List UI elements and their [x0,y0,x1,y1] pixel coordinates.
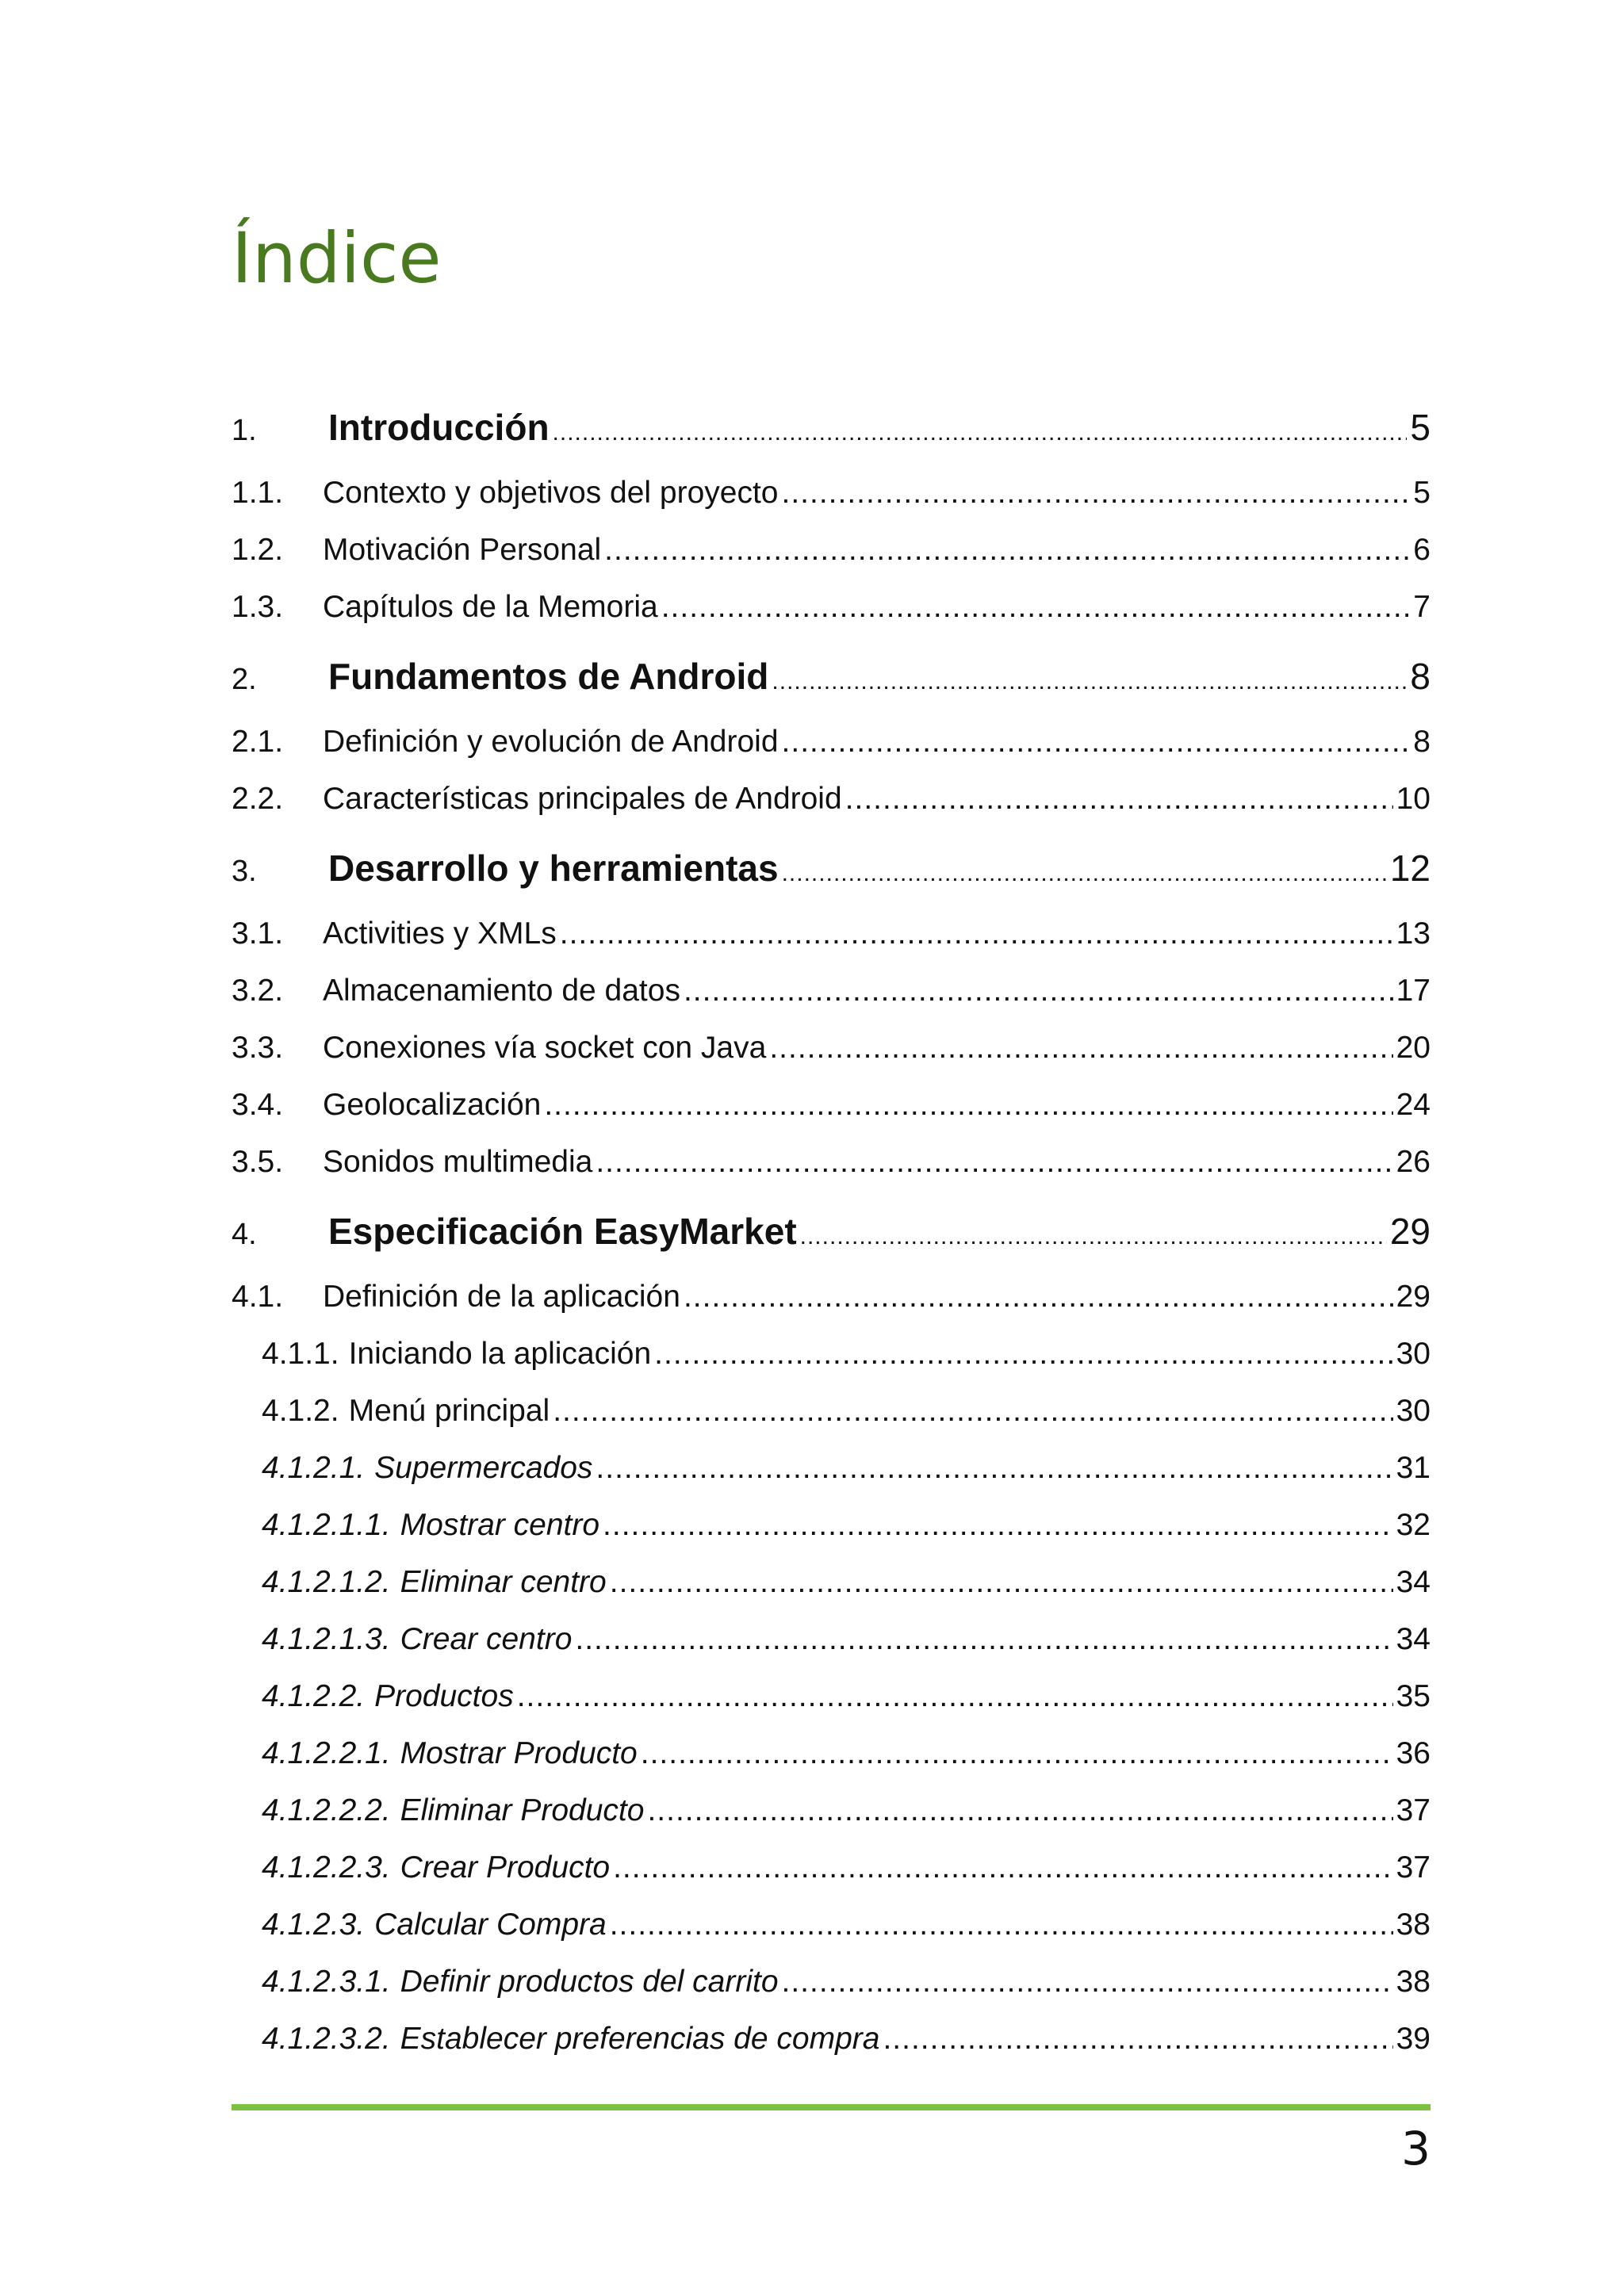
toc-entry-title: Establecer preferencias de compra [400,2022,880,2056]
toc-entry-page: 34 [1396,1622,1431,1656]
toc-entry-page: 8 [1413,725,1431,759]
toc-entry-page: 38 [1396,1965,1431,1999]
toc-entry-number: 3.1. [232,916,284,951]
toc-dot-leader [544,1088,1392,1123]
toc-entry[interactable] [232,1280,1431,1314]
toc-entry[interactable] [232,406,1431,449]
toc-entry-page: 17 [1396,974,1431,1008]
footer-rule [232,2104,1431,2110]
toc-entry-number: 2.1. [232,725,284,759]
toc-entry-title: Almacenamiento de datos [323,974,680,1008]
toc-entry-page: 37 [1396,1793,1431,1827]
toc-dot-leader [782,725,1411,760]
toc-dot-leader [553,1394,1392,1429]
page-title: Índice [232,217,442,299]
toc-entry-number: 1.3. [232,590,284,624]
toc-entry-page: 34 [1396,1565,1431,1599]
toc-entry-title: Iniciando la aplicación [348,1337,652,1371]
toc-entry-number: 4.1.2.3.2. [262,2022,391,2056]
toc-entry-page: 30 [1396,1394,1431,1428]
toc-entry-number: 3.2. [232,974,284,1008]
toc-entry-number: 4.1.2. [262,1394,339,1428]
toc-entry[interactable] [232,1965,1431,1999]
toc-entry[interactable] [232,725,1431,760]
toc-entry[interactable] [232,1908,1431,1942]
toc-entry[interactable] [232,590,1431,625]
toc-dot-leader [782,860,1387,887]
toc-entry-title: Eliminar centro [400,1565,607,1599]
toc-entry-title: Productos [374,1679,514,1713]
toc-entry-number: 4.1.2.2. [262,1679,366,1713]
toc-dot-leader [654,1337,1392,1372]
toc-dot-leader [610,1565,1393,1600]
toc-entry-number: 4.1.1. [262,1337,339,1371]
toc-entry-number: 3.5. [232,1145,284,1179]
toc-entry-number: 4.1.2.2.3. [262,1850,391,1885]
toc-entry-title: Conexiones vía socket con Java [323,1031,767,1065]
toc-entry-number: 2. [232,663,257,696]
toc-dot-leader [560,916,1393,951]
toc-entry[interactable] [232,1031,1431,1066]
toc-entry-page: 5 [1410,407,1431,448]
toc-entry-title: Crear centro [400,1622,573,1656]
toc-entry[interactable] [232,655,1431,698]
toc-dot-leader [603,1508,1393,1543]
toc-entry-page: 39 [1396,2022,1431,2056]
toc-dot-leader [782,476,1411,511]
toc-dot-leader [610,1908,1393,1942]
toc-entry-page: 13 [1396,916,1431,951]
toc-entry-number: 4.1.2.1.3. [262,1622,391,1656]
toc-entry-number: 2.2. [232,782,284,816]
toc-entry-page: 10 [1396,782,1431,816]
toc-entry-page: 29 [1396,1280,1431,1314]
toc-entry-page: 29 [1389,1211,1431,1252]
toc-entry-title: Definición de la aplicación [323,1280,680,1314]
toc-entry[interactable] [232,1451,1431,1486]
toc-entry-number: 4.1.2.1. [262,1451,366,1485]
toc-entry[interactable] [232,533,1431,568]
toc-entry[interactable] [232,1565,1431,1600]
toc-dot-leader [661,590,1411,625]
toc-dot-leader [596,1145,1392,1180]
toc-entry-page: 12 [1389,848,1431,889]
toc-entry[interactable] [232,1622,1431,1657]
toc-entry[interactable] [232,1394,1431,1429]
toc-entry-number: 4.1. [232,1280,284,1314]
toc-entry-number: 4.1.2.2.2. [262,1793,391,1827]
page-number: 3 [1401,2122,1431,2175]
toc-entry-title: Contexto y objetivos del proyecto [323,476,779,510]
toc-entry-number: 1.1. [232,476,284,510]
toc-entry[interactable] [232,847,1431,890]
toc-dot-leader [641,1736,1393,1771]
toc-entry[interactable] [232,916,1431,951]
toc-entry[interactable] [232,782,1431,817]
toc-entry-title: Geolocalización [323,1088,542,1122]
toc-entry[interactable] [232,1736,1431,1771]
toc-entry-title: Motivación Personal [323,533,602,567]
toc-entry-title: Definición y evolución de Android [323,725,779,759]
toc-entry-number: 4.1.2.1.1. [262,1508,391,1542]
toc-entry-title: Activities y XMLs [323,916,557,951]
toc-entry-title: Mostrar Producto [400,1736,638,1770]
toc-dot-leader [647,1793,1392,1828]
toc-entry-page: 32 [1396,1508,1431,1542]
toc-dot-leader [575,1622,1392,1657]
toc-dot-leader [613,1850,1393,1885]
toc-entry-number: 4.1.2.2.1. [262,1736,391,1770]
toc-entry-number: 4.1.2.3. [262,1908,366,1942]
toc-entry-title: Introducción [328,407,550,448]
toc-entry[interactable] [232,2022,1431,2057]
toc-entry[interactable] [232,476,1431,511]
toc-entry[interactable] [232,1508,1431,1543]
toc-entry-page: 24 [1396,1088,1431,1122]
toc-entry-page: 26 [1396,1145,1431,1179]
toc-entry[interactable] [232,1337,1431,1372]
toc-dot-leader [596,1451,1392,1486]
toc-entry-title: Desarrollo y herramientas [328,848,779,889]
toc-entry[interactable] [232,1679,1431,1714]
toc-entry-title: Sonidos multimedia [323,1145,593,1179]
toc-dot-leader [517,1679,1393,1714]
toc-entry-number: 1.2. [232,533,284,567]
toc-entry-page: 31 [1396,1451,1431,1485]
toc-entry-page: 7 [1413,590,1431,624]
toc-dot-leader [604,533,1410,568]
toc-entry-number: 3.4. [232,1088,284,1122]
toc-entry-title: Crear Producto [400,1850,611,1885]
toc-entry-page: 35 [1396,1679,1431,1713]
toc-entry[interactable] [232,1145,1431,1180]
toc-entry-title: Características principales de Android [323,782,842,816]
toc-entry-page: 20 [1396,1031,1431,1065]
toc-dot-leader [684,1280,1393,1314]
toc-entry[interactable] [232,1088,1431,1123]
toc-dot-leader [553,419,1408,446]
toc-dot-leader [800,1223,1387,1250]
toc-entry-page: 5 [1413,476,1431,510]
toc-entry[interactable] [232,1793,1431,1828]
toc-entry[interactable] [232,1850,1431,1885]
toc-entry-title: Menú principal [348,1394,550,1428]
toc-entry-number: 3. [232,855,257,888]
toc-entry-title: Especificación EasyMarket [328,1211,797,1252]
toc-entry-page: 30 [1396,1337,1431,1371]
toc-dot-leader [772,668,1407,695]
toc-entry-title: Capítulos de la Memoria [323,590,658,624]
toc-entry-number: 4.1.2.3.1. [262,1965,391,1999]
toc-entry-number: 3.3. [232,1031,284,1065]
toc-dot-leader [883,2022,1392,2057]
toc-entry-title: Definir productos del carrito [400,1965,779,1999]
toc-entry-page: 36 [1396,1736,1431,1770]
toc-entry-title: Supermercados [374,1451,593,1485]
toc-entry-title: Calcular Compra [374,1908,607,1942]
toc-entry-title: Mostrar centro [400,1508,600,1542]
toc-entry-number: 4.1.2.1.2. [262,1565,391,1599]
toc-entry-page: 37 [1396,1850,1431,1885]
toc-entry-title: Fundamentos de Android [328,656,769,697]
toc-entry[interactable] [232,974,1431,1008]
toc-dot-leader [782,1965,1393,1999]
toc-entry-page: 6 [1413,533,1431,567]
toc-dot-leader [684,974,1393,1008]
toc-entry-title: Eliminar Producto [400,1793,645,1827]
toc-entry-number: 1. [232,414,257,447]
toc-entry-number: 4. [232,1218,257,1251]
toc-dot-leader [769,1031,1392,1066]
toc-dot-leader [845,782,1393,817]
toc-entry-page: 8 [1410,656,1431,697]
toc-entry[interactable] [232,1210,1431,1253]
toc-entry-page: 38 [1396,1908,1431,1942]
